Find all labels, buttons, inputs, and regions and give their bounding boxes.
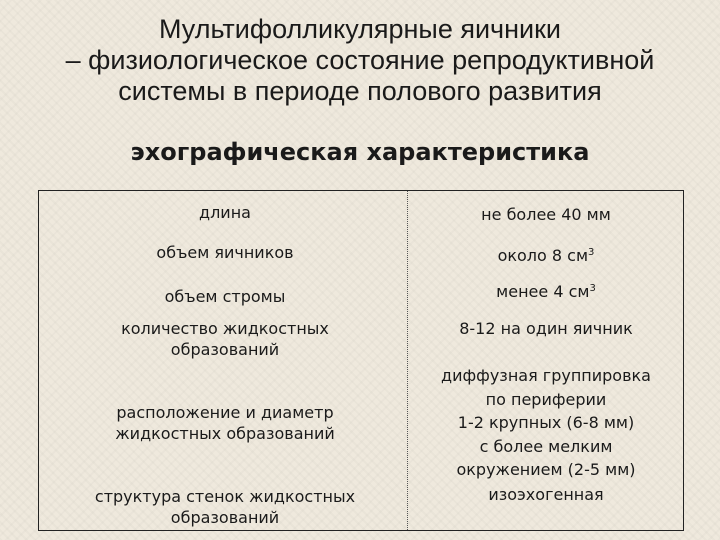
- param-length: длина: [199, 203, 251, 222]
- value-stroma-volume-text: менее 4 см: [496, 282, 590, 301]
- value-fluid-location-line-2: по периферии: [485, 389, 607, 409]
- param-fluid-count-line-2: образований: [170, 340, 280, 359]
- value-wall-structure: изоэхогенная: [488, 485, 604, 504]
- title-line-2: – физиологическое состояние репродуктивной: [65, 45, 655, 75]
- table-heading: эхографическая характеристика: [130, 138, 590, 166]
- value-fluid-location-line-5: окружением (2-5 мм): [456, 460, 636, 479]
- param-wall-structure-line-1: структура стенок жидкостных: [94, 487, 356, 506]
- value-stroma-volume-unit-power: 3: [589, 283, 596, 294]
- column-divider: [407, 191, 408, 530]
- value-ovary-volume: [410, 242, 682, 266]
- param-fluid-count-line-1: количество жидкостных: [121, 319, 329, 338]
- param-fluid-count: [60, 318, 390, 360]
- value-fluid-count: 8-12 на один яичник: [459, 319, 633, 338]
- value-stroma-volume: [410, 278, 682, 302]
- param-wall-structure: [60, 486, 390, 528]
- value-fluid-location-line-3: 1-2 крупных (6-8 мм): [457, 413, 635, 432]
- value-ovary-volume-unit-power: 3: [588, 247, 595, 258]
- param-fluid-location-line-2: жидкостных образований: [115, 424, 335, 443]
- title-line-3: системы в периоде полового развития: [118, 76, 602, 106]
- param-ovary-volume: объем яичников: [156, 243, 294, 262]
- param-fluid-location-line-1: расположение и диаметр: [116, 403, 334, 422]
- value-ovary-volume-text: около 8 см: [497, 246, 589, 265]
- value-fluid-location: [410, 364, 682, 482]
- value-length: не более 40 мм: [481, 205, 611, 224]
- title-line-1: Мультифолликулярные яичники: [159, 14, 561, 44]
- param-fluid-location: [60, 402, 390, 444]
- value-fluid-location-line-4: с более мелким: [479, 436, 613, 456]
- slide-title: [0, 14, 720, 107]
- param-wall-structure-line-2: образований: [170, 508, 280, 527]
- value-fluid-location-line-1: диффузная группировка: [441, 366, 651, 385]
- param-stroma-volume: объем стромы: [164, 287, 286, 306]
